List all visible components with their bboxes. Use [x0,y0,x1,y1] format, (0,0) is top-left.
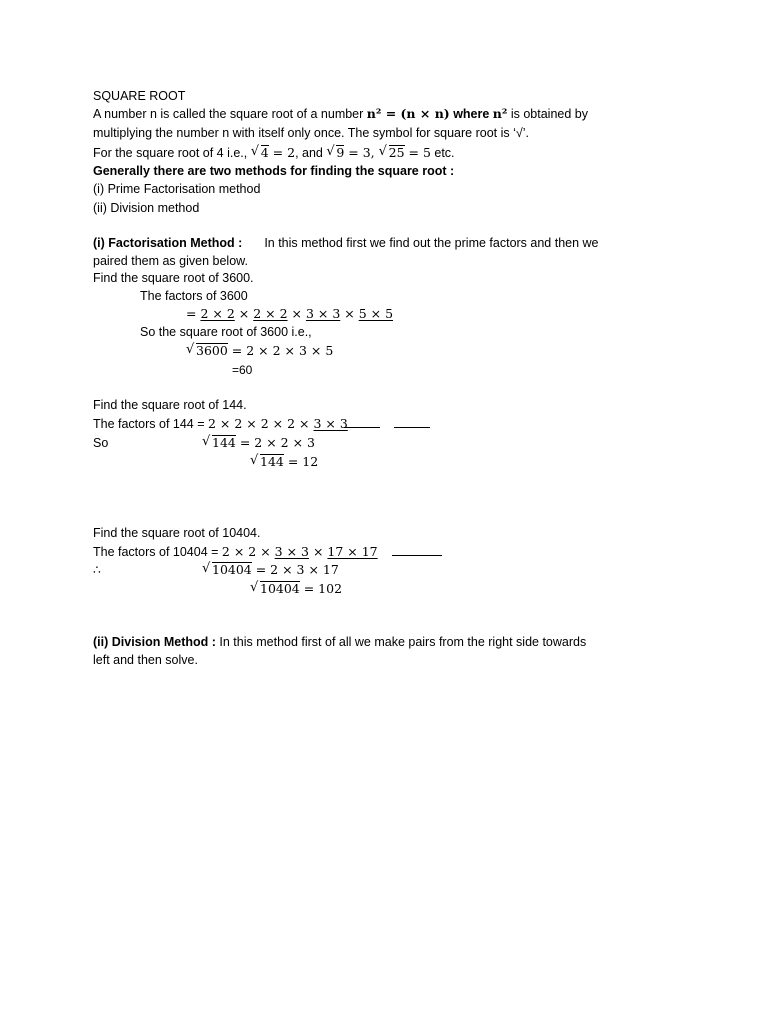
sqrt-9: √ 9 [326,145,344,161]
factor-pair: 3 × 3 [305,306,341,321]
division-description: In this method first of all we make pairs from the right side towards [219,635,587,649]
division-heading-line [93,634,586,650]
therefore-symbol: ∴ [93,563,101,577]
factor-pair: 2 × 2 [221,544,257,559]
factorisation-description: In this method first we find out the prime factors and then we [264,236,599,250]
example-1-answer: =60 [232,363,253,377]
sqrt-4: √ 4 [251,145,269,161]
intro-text: etc. [430,146,455,160]
square-formula: n² = (n × n) [366,106,450,121]
intro-text: , and [295,146,327,160]
example-2-root: √ 144 = 2 × 2 × 3 [202,435,315,451]
example-2-so-label: So [93,436,109,450]
example-1-question: Find the square root of 3600. [93,271,254,285]
factor-pair: 5 × 5 [358,306,394,321]
factor-pair: 3 × 3 [313,416,348,431]
factor-pair: 17 × 17 [327,544,378,559]
division-heading: (ii) Division Method : [93,635,216,649]
factorisation-description-2: paired them as given below. [93,254,248,268]
math-text: = 5 [404,145,431,160]
underline-blank [394,415,430,428]
division-description-2: left and then solve. [93,653,198,667]
methods-heading: Generally there are two methods for finding the square root : [93,164,455,178]
sqrt-25: √ 25 [379,145,405,161]
method-item-2: (ii) Division method [93,201,200,215]
example-3-answer: √ 10404 = 102 [250,581,342,597]
method-item-1: (i) Prime Factorisation method [93,182,261,196]
example-2-factors: The factors of 144 = 2 × 2 × 2 × 2 × 3 × 3 [93,415,430,432]
example-3-question: Find the square root of 10404. [93,526,261,540]
example-3-factors: The factors of 10404 = 2 × 2 × 3 × 3 × 17 × 17 [93,543,442,560]
intro-line-3 [93,145,455,161]
example-1-factors-label: The factors of 3600 [140,289,248,303]
factor-pair: 2 × 2 [253,306,288,321]
factor-pair: 3 × 3 [274,544,309,559]
intro-text: is obtained by [507,107,588,121]
underline-blank [392,543,442,556]
factor-pair: 2 × 2 [260,416,296,431]
intro-text: For the square root of 4 i.e., [93,146,251,160]
example-1-so-line: So the square root of 3600 i.e., [140,325,312,339]
math-text: = 3, [344,145,379,160]
factorisation-heading-line [93,235,599,251]
page-title: SQUARE ROOT [93,89,186,103]
intro-text: A number n is called the square root of a number [93,107,367,121]
intro-line-1 [93,106,588,122]
example-1-factors: = 2 × 2 × 2 × 2 × 3 × 3 × 5 × 5 [186,306,394,321]
sqrt-10404: √ 10404 [250,581,300,597]
example-3-root: √ 10404 = 2 × 3 × 17 [202,562,339,578]
sqrt-3600: √ 3600 [186,343,228,359]
n-squared: n² [492,106,508,121]
factor-pair: 2 × 2 [200,306,235,321]
example-2-question: Find the square root of 144. [93,398,247,412]
underline-blank [344,415,380,428]
where-text: where [449,107,493,121]
factor-pair: 2 × 2 [208,416,243,431]
sqrt-144: √ 144 [202,435,236,451]
math-text: = 2 [268,145,296,160]
sqrt-144: √ 144 [250,454,284,470]
factorisation-heading: (i) Factorisation Method : [93,236,243,250]
sqrt-10404: √ 10404 [202,562,252,578]
intro-line-2: multiplying the number n with itself only once. The symbol for square root is ‘√’. [93,126,529,140]
example-2-answer: √ 144 = 12 [250,454,318,470]
example-1-root: √ 3600 = 2 × 2 × 3 × 5 [186,343,333,359]
